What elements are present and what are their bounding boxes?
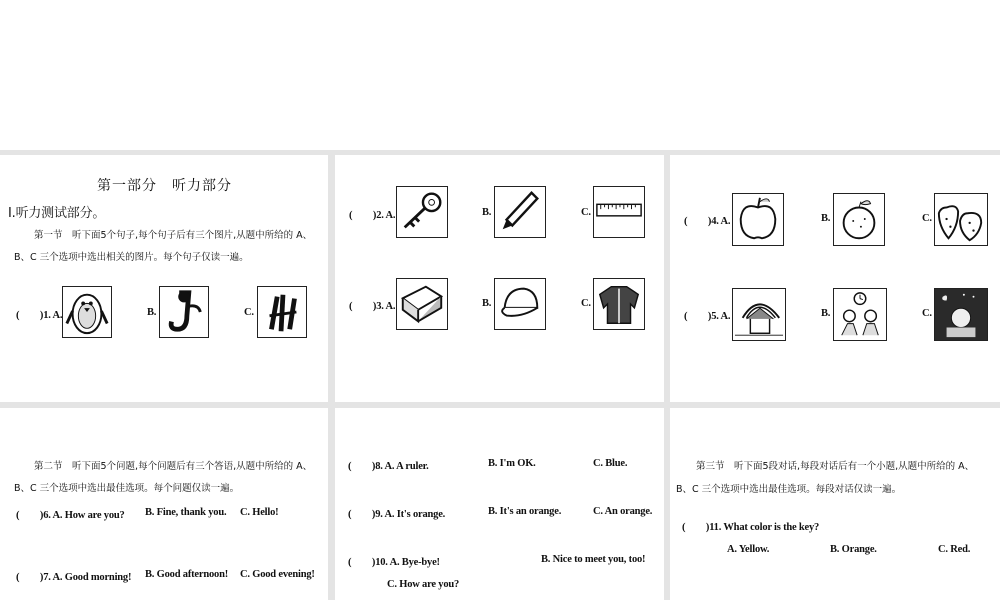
question-8-b: B. I'm OK.: [488, 458, 536, 469]
instruction-line: B、C 三个选项中选出最佳选项。每段对话仅读一遍。: [676, 484, 902, 495]
children-clock-picture: [833, 288, 887, 341]
night-child-picture: [934, 288, 988, 341]
question-6-c: C. Hello!: [240, 507, 279, 518]
pencil-box-picture: [396, 278, 448, 330]
question-10-a: ( )10. A. Bye-bye!: [348, 557, 440, 568]
question-6-a: ( )6. A. How are you?: [16, 510, 125, 521]
panel-listening-part3: [670, 155, 1000, 402]
option-c-label: C.: [244, 307, 254, 318]
crayons-picture: [257, 286, 307, 338]
panel-listening-questions-8-10: [335, 408, 664, 600]
question-7-b: B. Good afternoon!: [145, 569, 229, 580]
instruction-line: 第一节 听下面5个句子,每个句子后有三个图片,从题中所给的 A、: [34, 230, 313, 241]
instruction-line: B、C 三个选项中选出相关的图片。每个句子仅读一遍。: [14, 252, 249, 263]
key-picture: [396, 186, 448, 238]
instruction-line: 第三节 听下面5段对话,每段对话后有一个小题,从题中所给的 A、: [696, 461, 975, 472]
question-number: ( )1. A.: [16, 310, 63, 321]
cap-picture: [494, 278, 546, 330]
house-rainbow-picture: [732, 288, 786, 341]
monkey-picture: [159, 286, 209, 338]
section-header: Ⅰ.听力测试部分。: [8, 206, 106, 221]
question-number: ( )2. A.: [349, 210, 396, 221]
question-6-b: B. Fine, thank you.: [145, 507, 227, 518]
ruler-picture: [593, 186, 645, 238]
question-9-c: C. An orange.: [593, 506, 653, 517]
question-number: ( )4. A.: [684, 216, 731, 227]
option-b-label: B.: [482, 298, 492, 309]
panel-listening-section2: [0, 408, 328, 600]
part-title: 第一部分 听力部分: [97, 178, 232, 194]
panel-listening-section3: [670, 408, 1000, 600]
orange-picture: [833, 193, 885, 246]
question-8-a: ( )8. A. A ruler.: [348, 461, 429, 472]
option-b-label: B.: [147, 307, 157, 318]
instruction-line: 第二节 听下面5个问题,每个问题后有三个答语,从题中所给的 A、: [34, 461, 313, 472]
question-11-c: C. Red.: [938, 544, 971, 555]
question-9-a: ( )9. A. It's orange.: [348, 509, 446, 520]
option-c-label: C.: [922, 213, 932, 224]
panel-listening-part2: [335, 155, 664, 402]
instruction-line: B、C 三个选项中选出最佳选项。每个问题仅读一遍。: [14, 483, 240, 494]
question-7-c: C. Good evening!: [240, 569, 315, 580]
question-10-b: B. Nice to meet you, too!: [541, 554, 646, 565]
question-number: ( )5. A.: [684, 311, 731, 322]
question-11-b: B. Orange.: [830, 544, 877, 555]
option-c-label: C.: [581, 298, 591, 309]
apple-picture: [732, 193, 784, 246]
option-c-label: C.: [581, 207, 591, 218]
penguin-picture: [62, 286, 112, 338]
jacket-picture: [593, 278, 645, 330]
question-11: ( )11. What color is the key?: [682, 522, 820, 533]
option-b-label: B.: [821, 308, 831, 319]
option-b-label: B.: [482, 207, 492, 218]
pen-picture: [494, 186, 546, 238]
question-11-a: A. Yellow.: [727, 544, 770, 555]
option-b-label: B.: [821, 213, 831, 224]
question-10-c: C. How are you?: [387, 579, 460, 590]
question-8-c: C. Blue.: [593, 458, 628, 469]
question-9-b: B. It's an orange.: [488, 506, 562, 517]
question-7-a: ( )7. A. Good morning!: [16, 572, 132, 583]
panel-listening-part1: [0, 155, 328, 402]
strawberries-picture: [934, 193, 988, 246]
question-number: ( )3. A.: [349, 301, 396, 312]
option-c-label: C.: [922, 308, 932, 319]
